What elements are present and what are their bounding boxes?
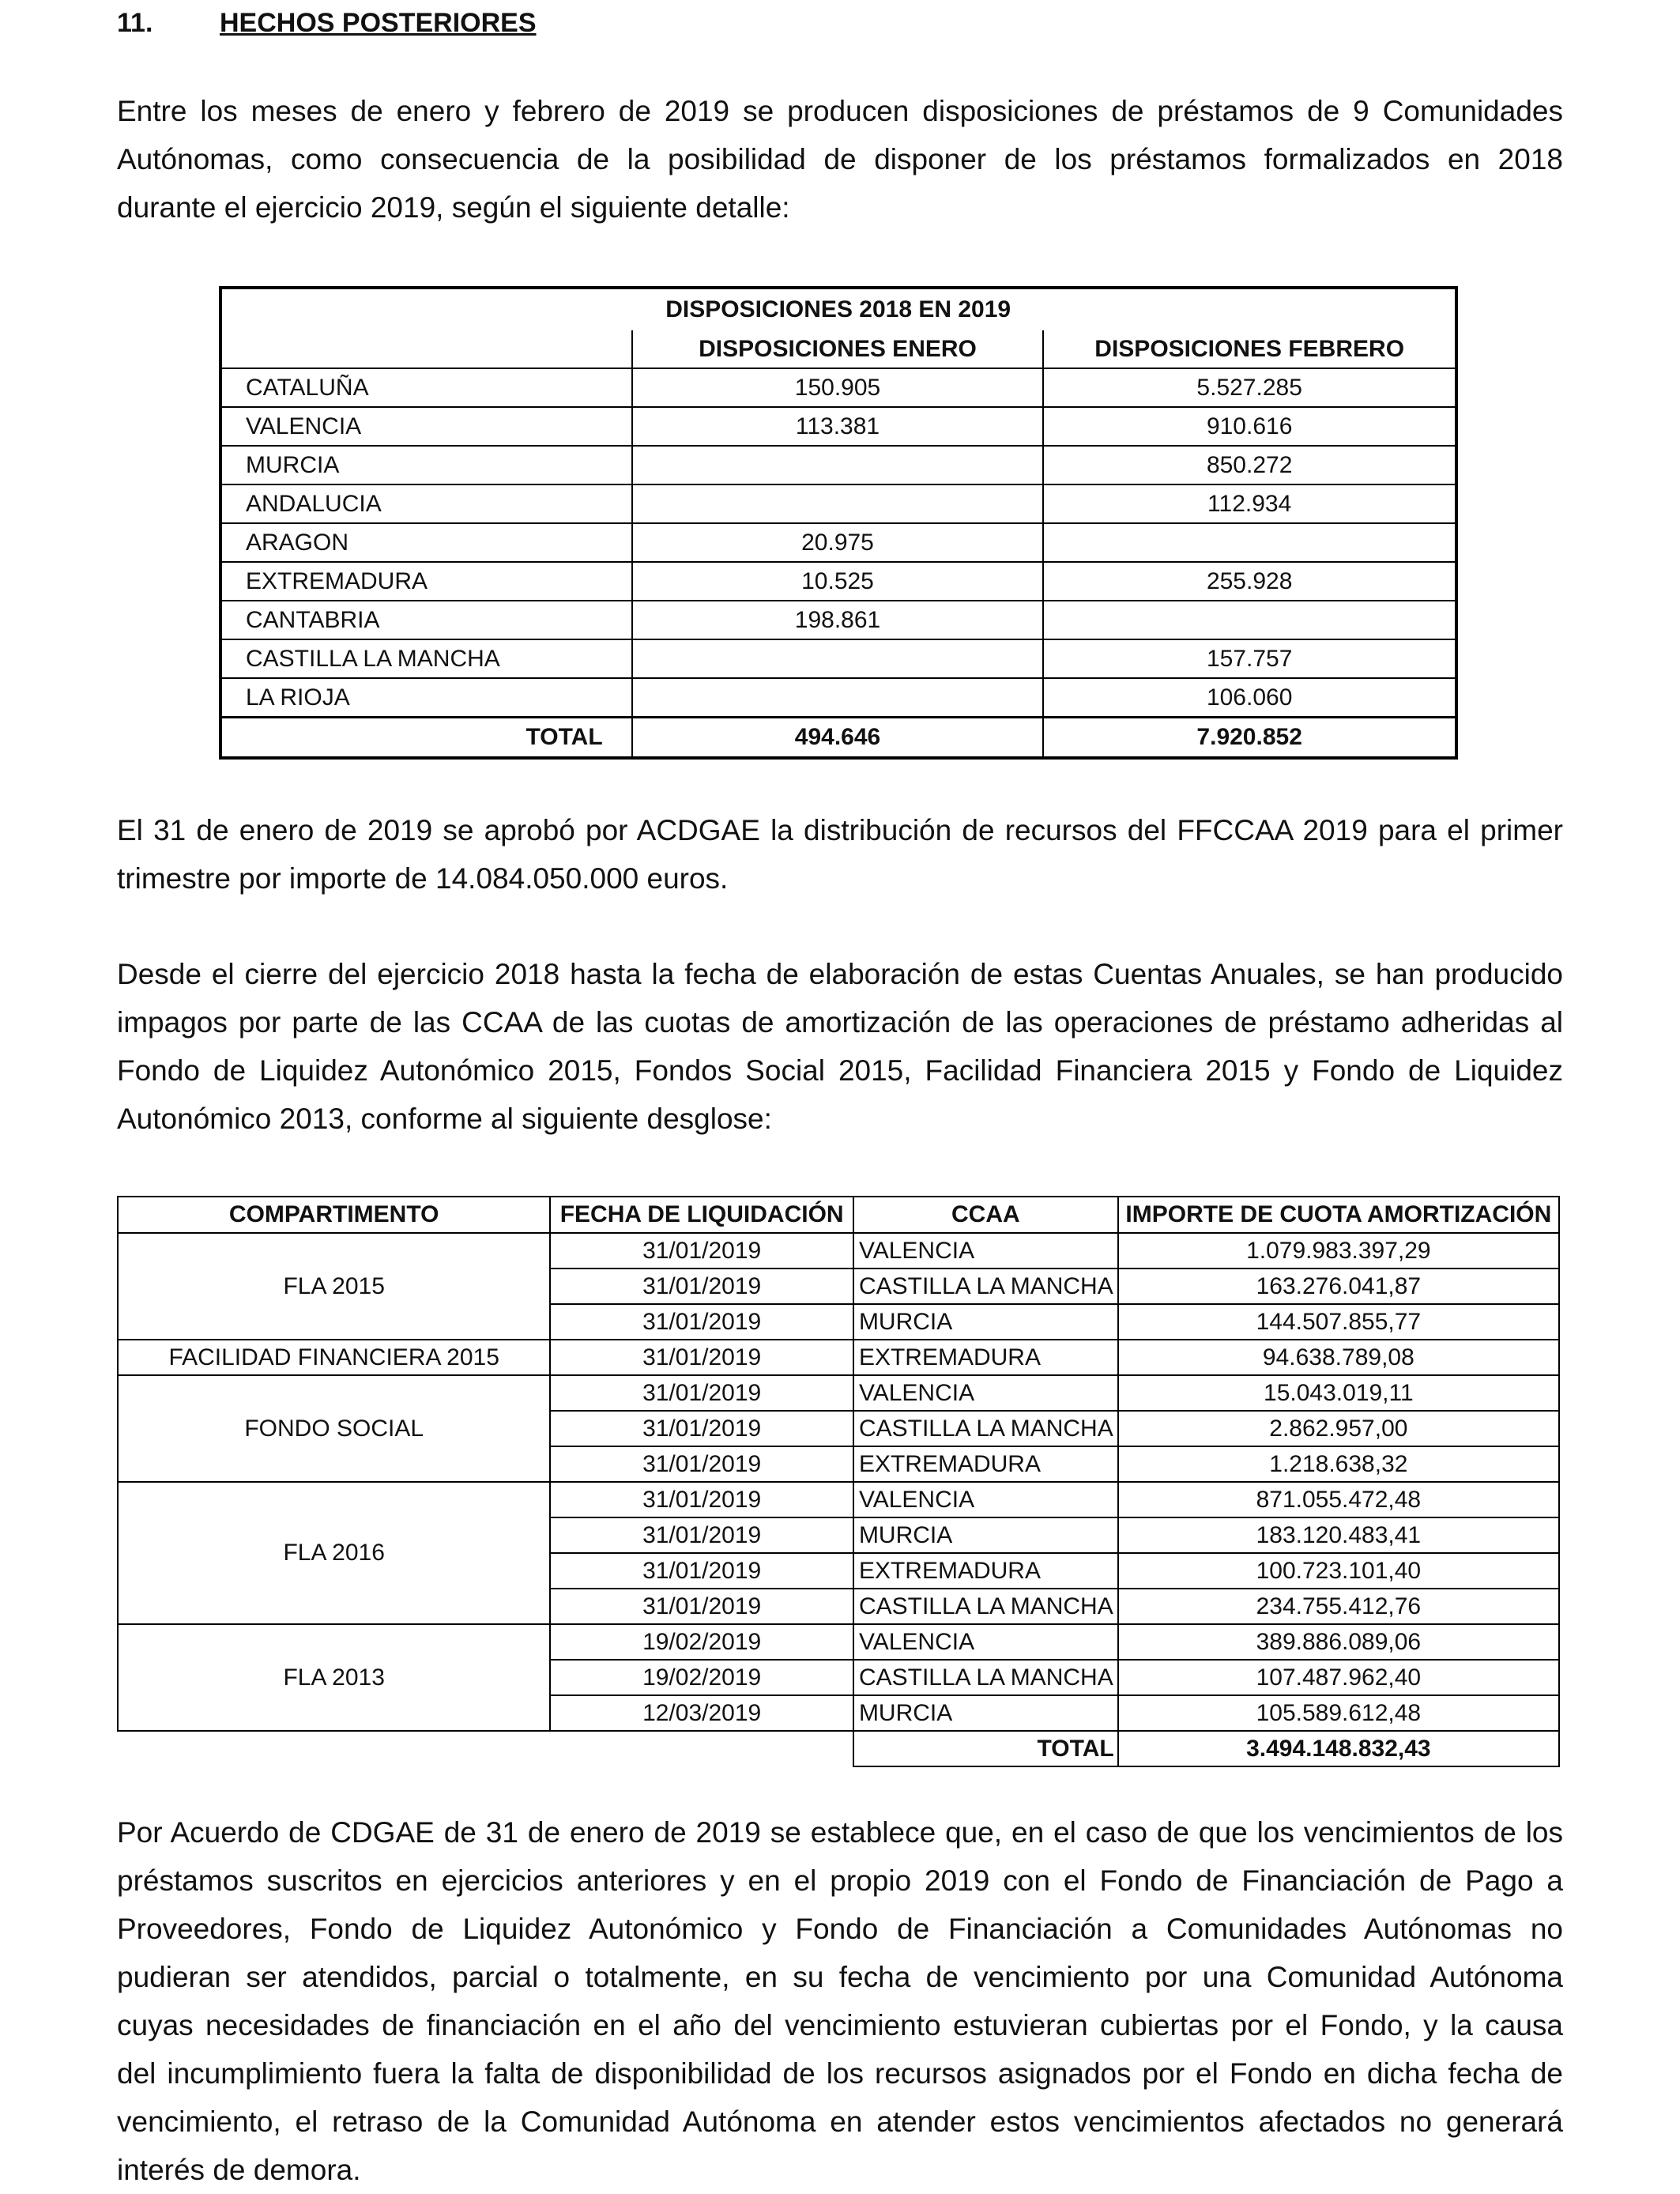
cell-enero	[632, 639, 1044, 678]
cell-enero: 113.381	[632, 407, 1044, 446]
cell-febrero: 255.928	[1043, 562, 1456, 601]
paragraph-line: Por Acuerdo de CDGAE de 31 de enero de 2019 se establece que, en el caso de que los vencimientos de los	[117, 1816, 1563, 1849]
header-febrero: DISPOSICIONES FEBRERO	[1043, 330, 1456, 368]
cell-importe: 105.589.612,48	[1118, 1695, 1559, 1731]
cell-total-label: TOTAL	[853, 1731, 1118, 1766]
table-row	[220, 446, 1456, 484]
table-row	[220, 562, 1456, 601]
total-row	[220, 718, 1456, 759]
cell-febrero: 157.757	[1043, 639, 1456, 678]
section-title: HECHOS POSTERIORES	[220, 8, 537, 38]
section-number: 11.	[117, 8, 153, 38]
paragraph-line: trimestre por importe de 14.084.050.000 euros.	[117, 862, 729, 895]
cell-febrero: 910.616	[1043, 407, 1456, 446]
paragraph-line: del incumplimiento fuera la falta de disponibilidad de los recursos asignados por el Fondo en dicha fecha de	[117, 2057, 1563, 2090]
cell-importe: 100.723.101,40	[1118, 1553, 1559, 1589]
blank-cell	[118, 1731, 853, 1766]
cell-compartimento: FLA 2016	[118, 1482, 550, 1624]
paragraph-line: impagos por parte de las CCAA de las cuotas de amortización de las operaciones de préstamo adheridas al	[117, 1006, 1563, 1039]
cell-importe: 183.120.483,41	[1118, 1517, 1559, 1553]
table-row	[220, 639, 1456, 678]
cell-ccaa: EXTREMADURA	[853, 1340, 1118, 1375]
table-row	[220, 678, 1456, 718]
paragraph-line: Proveedores, Fondo de Liquidez Autonómico y Fondo de Financiación a Comunidades Autónomas no	[117, 1913, 1563, 1945]
cell-enero: 198.861	[632, 601, 1044, 639]
cell-fecha: 31/01/2019	[550, 1269, 853, 1304]
cell-ccaa: CATALUÑA	[220, 368, 632, 407]
paragraph-line: Entre los meses de enero y febrero de 2019 se producen disposiciones de préstamos de 9 Comunidades	[117, 95, 1563, 127]
cell-importe: 15.043.019,11	[1118, 1375, 1559, 1411]
table-row	[118, 1624, 1559, 1660]
cell-ccaa: MURCIA	[853, 1304, 1118, 1340]
cell-fecha: 19/02/2019	[550, 1624, 853, 1660]
cell-fecha: 31/01/2019	[550, 1517, 853, 1553]
cell-ccaa: CANTABRIA	[220, 601, 632, 639]
cell-importe: 107.487.962,40	[1118, 1660, 1559, 1695]
cell-ccaa: MURCIA	[853, 1517, 1118, 1553]
cell-febrero: 112.934	[1043, 484, 1456, 523]
table-row	[220, 407, 1456, 446]
table-row	[220, 484, 1456, 523]
cell-ccaa: CASTILLA LA MANCHA	[220, 639, 632, 678]
table-row	[118, 1375, 1559, 1411]
cell-febrero: 106.060	[1043, 678, 1456, 718]
cell-fecha: 31/01/2019	[550, 1375, 853, 1411]
paragraph-line: interés de demora.	[117, 2154, 361, 2186]
cell-ccaa: ANDALUCIA	[220, 484, 632, 523]
cell-fecha: 31/01/2019	[550, 1553, 853, 1589]
cell-febrero: 5.527.285	[1043, 368, 1456, 407]
table-row	[118, 1340, 1559, 1375]
cell-enero	[632, 484, 1044, 523]
paragraph-ffccaa	[117, 806, 1563, 903]
header-compartimento: COMPARTIMENTO	[118, 1197, 550, 1233]
cell-fecha: 31/01/2019	[550, 1340, 853, 1375]
cell-fecha: 31/01/2019	[550, 1446, 853, 1482]
cell-fecha: 31/01/2019	[550, 1589, 853, 1624]
cell-fecha: 31/01/2019	[550, 1304, 853, 1340]
cell-ccaa: VALENCIA	[853, 1482, 1118, 1517]
cell-ccaa: VALENCIA	[853, 1233, 1118, 1269]
cell-importe: 163.276.041,87	[1118, 1269, 1559, 1304]
cell-ccaa: EXTREMADURA	[853, 1446, 1118, 1482]
cell-compartimento: FLA 2013	[118, 1624, 550, 1731]
paragraph-impagos	[117, 950, 1563, 1143]
cell-ccaa: EXTREMADURA	[220, 562, 632, 601]
paragraph-line: préstamos suscritos en ejercicios anteriores y en el propio 2019 con el Fondo de Financiación de Pago a	[117, 1864, 1563, 1897]
table-row	[220, 368, 1456, 407]
cell-total-label: TOTAL	[220, 718, 632, 759]
section-heading	[117, 8, 537, 39]
cell-ccaa: VALENCIA	[220, 407, 632, 446]
cell-ccaa: ARAGON	[220, 523, 632, 562]
cell-importe: 389.886.089,06	[1118, 1624, 1559, 1660]
table-row	[118, 1233, 1559, 1269]
cell-importe: 1.218.638,32	[1118, 1446, 1559, 1482]
paragraph-line: Autónomas, como consecuencia de la posibilidad de disponer de los préstamos formalizados en 2018	[117, 143, 1563, 175]
cell-enero: 150.905	[632, 368, 1044, 407]
cell-enero: 20.975	[632, 523, 1044, 562]
cell-ccaa: MURCIA	[220, 446, 632, 484]
paragraph-line: cuyas necesidades de financiación en el año del vencimiento estuvieran cubiertas por el Fondo, y la causa	[117, 2009, 1563, 2041]
disposiciones-title: DISPOSICIONES 2018 EN 2019	[665, 296, 1011, 322]
cell-total-febrero: 7.920.852	[1043, 718, 1456, 759]
cell-importe: 871.055.472,48	[1118, 1482, 1559, 1517]
cell-importe: 234.755.412,76	[1118, 1589, 1559, 1624]
cell-ccaa: LA RIOJA	[220, 678, 632, 718]
paragraph-line: Fondo de Liquidez Autonómico 2015, Fondos Social 2015, Facilidad Financiera 2015 y Fondo de Liquidez	[117, 1054, 1563, 1087]
cell-fecha: 31/01/2019	[550, 1482, 853, 1517]
paragraph-line: vencimiento, el retraso de la Comunidad Autónoma en atender estos vencimientos afectados no generará	[117, 2105, 1563, 2138]
header-fecha: FECHA DE LIQUIDACIÓN	[550, 1197, 853, 1233]
impagos-table	[117, 1196, 1560, 1767]
cell-fecha: 12/03/2019	[550, 1695, 853, 1731]
cell-total-enero: 494.646	[632, 718, 1044, 759]
cell-enero	[632, 678, 1044, 718]
paragraph-line: Desde el cierre del ejercicio 2018 hasta la fecha de elaboración de estas Cuentas Anuales, se han producido	[117, 958, 1563, 990]
cell-importe: 94.638.789,08	[1118, 1340, 1559, 1375]
cell-febrero	[1043, 523, 1456, 562]
paragraph-line: pudieran ser atendidos, parcial o totalmente, en su fecha de vencimiento por una Comunidad Autónoma	[117, 1961, 1563, 1993]
cell-fecha: 19/02/2019	[550, 1660, 853, 1695]
header-enero: DISPOSICIONES ENERO	[632, 330, 1044, 368]
cell-enero: 10.525	[632, 562, 1044, 601]
cell-total-importe: 3.494.148.832,43	[1118, 1731, 1559, 1766]
paragraph-line: Autonómico 2013, conforme al siguiente desglose:	[117, 1103, 772, 1135]
table-row	[118, 1482, 1559, 1517]
cell-ccaa: MURCIA	[853, 1695, 1118, 1731]
cell-importe: 1.079.983.397,29	[1118, 1233, 1559, 1269]
cell-ccaa: EXTREMADURA	[853, 1553, 1118, 1589]
total-row	[118, 1731, 1559, 1766]
cell-fecha: 31/01/2019	[550, 1411, 853, 1446]
cell-ccaa: CASTILLA LA MANCHA	[853, 1660, 1118, 1695]
cell-febrero: 850.272	[1043, 446, 1456, 484]
cell-compartimento: FACILIDAD FINANCIERA 2015	[118, 1340, 550, 1375]
table-row	[220, 523, 1456, 562]
cell-ccaa: CASTILLA LA MANCHA	[853, 1589, 1118, 1624]
cell-ccaa: CASTILLA LA MANCHA	[853, 1411, 1118, 1446]
table-row	[220, 601, 1456, 639]
paragraph-intro	[117, 87, 1563, 232]
cell-fecha: 31/01/2019	[550, 1233, 853, 1269]
cell-ccaa: VALENCIA	[853, 1624, 1118, 1660]
cell-importe: 144.507.855,77	[1118, 1304, 1559, 1340]
cell-compartimento: FLA 2015	[118, 1233, 550, 1340]
cell-febrero	[1043, 601, 1456, 639]
cell-importe: 2.862.957,00	[1118, 1411, 1559, 1446]
cell-compartimento: FONDO SOCIAL	[118, 1375, 550, 1482]
cell-enero	[632, 446, 1044, 484]
cell-ccaa: CASTILLA LA MANCHA	[853, 1269, 1118, 1304]
disposiciones-table	[219, 286, 1458, 760]
header-importe: IMPORTE DE CUOTA AMORTIZACIÓN	[1118, 1197, 1559, 1233]
paragraph-acuerdo	[117, 1808, 1563, 2194]
cell-ccaa: VALENCIA	[853, 1375, 1118, 1411]
paragraph-line: durante el ejercicio 2019, según el siguiente detalle:	[117, 191, 790, 224]
paragraph-line: El 31 de enero de 2019 se aprobó por ACDGAE la distribución de recursos del FFCCAA 2019 para el primer	[117, 814, 1563, 846]
header-ccaa: CCAA	[853, 1197, 1118, 1233]
